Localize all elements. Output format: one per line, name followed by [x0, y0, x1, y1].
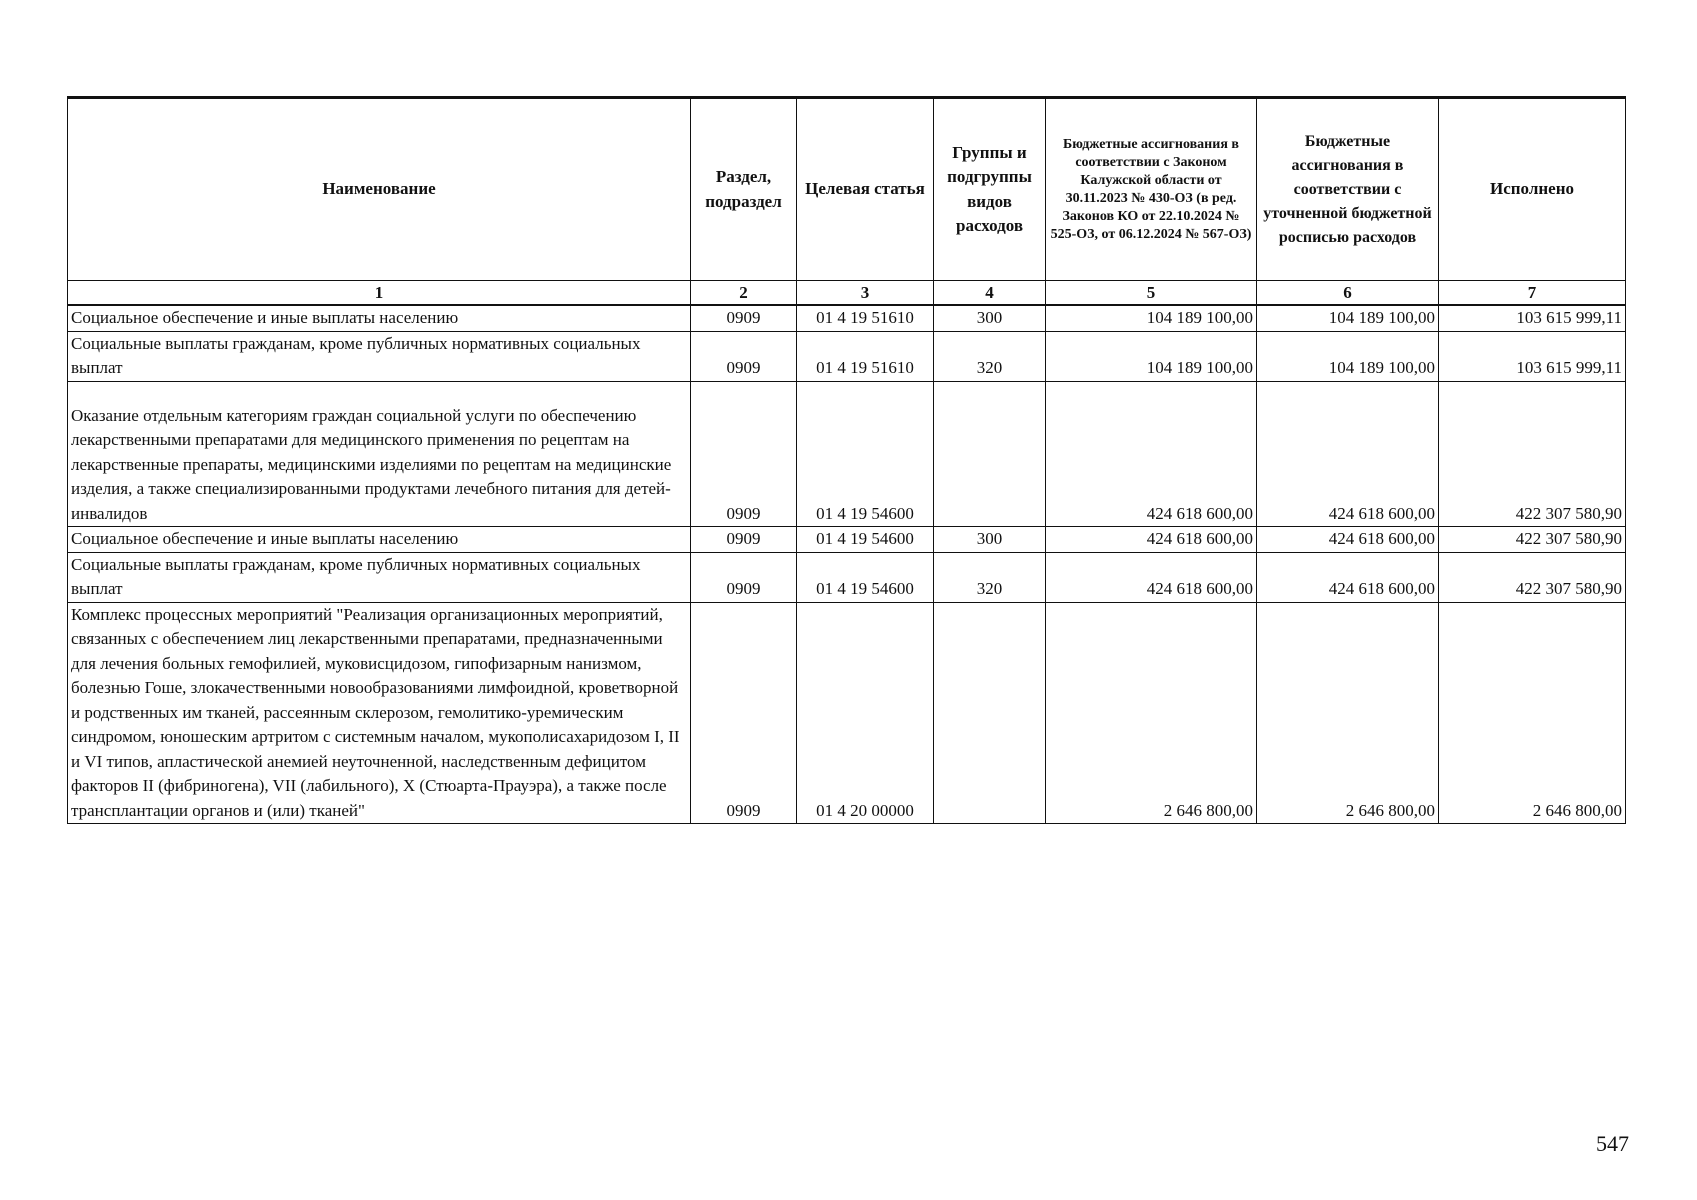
row-budget-schedule: 424 618 600,00 — [1257, 552, 1439, 602]
row-budget-law: 104 189 100,00 — [1046, 331, 1257, 381]
budget-table — [67, 96, 1626, 824]
row-budget-law: 424 618 600,00 — [1046, 527, 1257, 553]
row-budget-law: 424 618 600,00 — [1046, 381, 1257, 527]
row-section: 0909 — [691, 527, 797, 553]
table-row — [68, 381, 1626, 527]
row-target-article: 01 4 19 54600 — [797, 381, 934, 527]
column-number: 2 — [691, 281, 797, 306]
row-executed: 422 307 580,90 — [1439, 527, 1626, 553]
table-row — [68, 527, 1626, 553]
row-expense-group: 320 — [934, 552, 1046, 602]
row-target-article: 01 4 19 51610 — [797, 331, 934, 381]
column-number: 4 — [934, 281, 1046, 306]
row-budget-schedule: 424 618 600,00 — [1257, 381, 1439, 527]
table-row — [68, 331, 1626, 381]
row-expense-group — [934, 381, 1046, 527]
row-target-article: 01 4 20 00000 — [797, 602, 934, 824]
header-budget-law: Бюджетные ассигнования в соответствии с Законом Калужской области от 30.11.2023 № 430-ОЗ (в ред. Законов КО от 22.10.2024 № 525-ОЗ, от 06.12.2024 № 567-ОЗ) — [1046, 98, 1257, 281]
row-budget-schedule: 424 618 600,00 — [1257, 527, 1439, 553]
row-section: 0909 — [691, 552, 797, 602]
row-budget-schedule: 2 646 800,00 — [1257, 602, 1439, 824]
row-section: 0909 — [691, 602, 797, 824]
header-section: Раздел, подраздел — [691, 98, 797, 281]
row-target-article: 01 4 19 54600 — [797, 527, 934, 553]
row-executed: 422 307 580,90 — [1439, 381, 1626, 527]
column-number: 3 — [797, 281, 934, 306]
header-target-article: Целевая статья — [797, 98, 934, 281]
row-executed: 2 646 800,00 — [1439, 602, 1626, 824]
row-budget-law: 2 646 800,00 — [1046, 602, 1257, 824]
row-section: 0909 — [691, 381, 797, 527]
header-expense-group: Группы и подгруппы видов расходов — [934, 98, 1046, 281]
row-expense-group: 300 — [934, 305, 1046, 331]
column-number: 1 — [68, 281, 691, 306]
row-name: Оказание отдельным категориям граждан социальной услуги по обеспечению лекарственными препаратами для медицинского применения по рецептам на лекарственные препараты, медицинскими изделиями по рецептам на медицинские изделия, а также специализированными продуктами лечебного питания для детей-инвалидов — [68, 381, 691, 527]
row-name: Социальные выплаты гражданам, кроме публичных нормативных социальных выплат — [68, 552, 691, 602]
page-number: 547 — [1596, 1131, 1629, 1156]
row-name: Социальные выплаты гражданам, кроме публичных нормативных социальных выплат — [68, 331, 691, 381]
row-executed: 103 615 999,11 — [1439, 331, 1626, 381]
row-section: 0909 — [691, 331, 797, 381]
row-expense-group: 300 — [934, 527, 1046, 553]
table-row — [68, 305, 1626, 331]
table-row — [68, 602, 1626, 824]
row-target-article: 01 4 19 51610 — [797, 305, 934, 331]
row-expense-group: 320 — [934, 331, 1046, 381]
row-executed: 103 615 999,11 — [1439, 305, 1626, 331]
row-executed: 422 307 580,90 — [1439, 552, 1626, 602]
row-budget-law: 104 189 100,00 — [1046, 305, 1257, 331]
row-name: Социальное обеспечение и иные выплаты населению — [68, 305, 691, 331]
row-budget-schedule: 104 189 100,00 — [1257, 305, 1439, 331]
header-name: Наименование — [68, 98, 691, 281]
header-executed: Исполнено — [1439, 98, 1626, 281]
table-row — [68, 552, 1626, 602]
row-target-article: 01 4 19 54600 — [797, 552, 934, 602]
row-name: Социальное обеспечение и иные выплаты населению — [68, 527, 691, 553]
column-number: 6 — [1257, 281, 1439, 306]
row-budget-schedule: 104 189 100,00 — [1257, 331, 1439, 381]
row-budget-law: 424 618 600,00 — [1046, 552, 1257, 602]
column-number: 7 — [1439, 281, 1626, 306]
column-number: 5 — [1046, 281, 1257, 306]
row-expense-group — [934, 602, 1046, 824]
header-budget-schedule: Бюджетные ассигнования в соответствии с уточненной бюджетной росписью расходов — [1257, 98, 1439, 281]
row-name: Комплекс процессных мероприятий "Реализация организационных мероприятий, связанных с обеспечением лиц лекарственными препаратами, предназначенными для лечения больных гемофилией, муковисцидозом, гипофизарным нанизмом, болезнью Гоше, злокачественными новообразованиями лимфоидной, кроветворной и родственных им тканей, рассеянным склерозом, гемолитико-уремическим синдромом, юношеским артритом с системным началом, мукополисахаридозом I, II и VI типов, апластической анемией неуточненной, наследственным дефицитом факторов II (фибриногена), VII (лабильного), X (Стюарта-Прауэра), а также после трансплантации органов и (или) тканей" — [68, 602, 691, 824]
row-section: 0909 — [691, 305, 797, 331]
